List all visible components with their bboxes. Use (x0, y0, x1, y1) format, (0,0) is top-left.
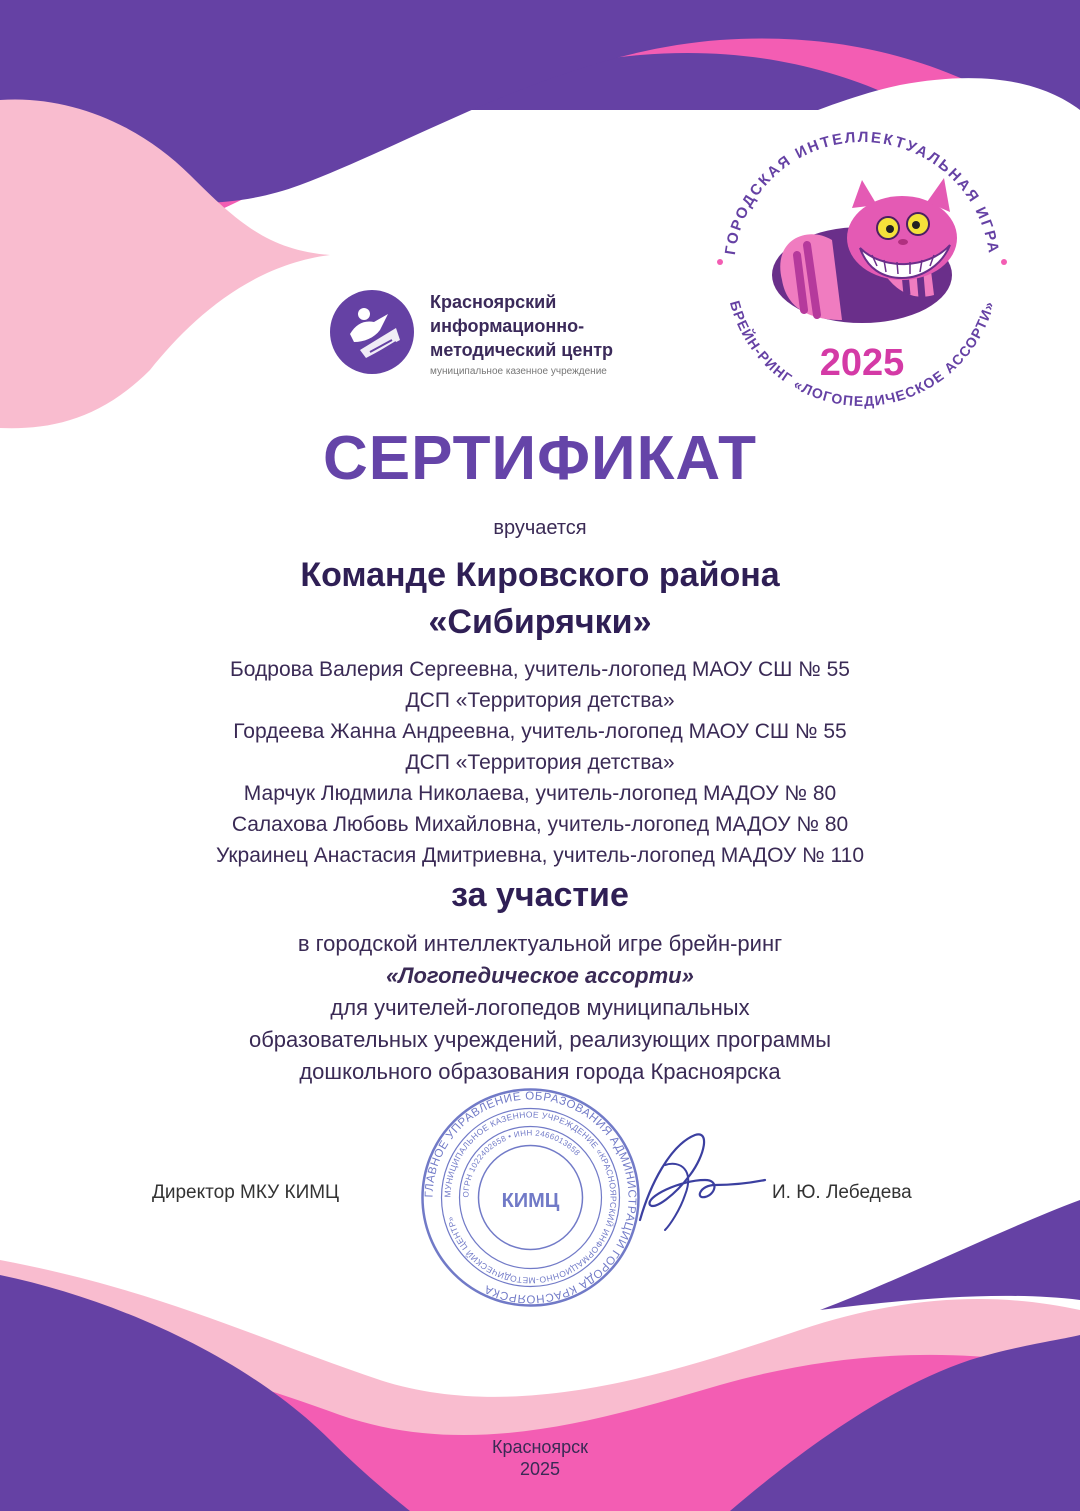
emblem-arc-top: ГОРОДСКАЯ ИНТЕЛЛЕКТУАЛЬНАЯ ИГРА (721, 128, 1003, 257)
kimc-logo (330, 288, 650, 383)
logo-subtitle: муниципальное казенное учреждение (430, 366, 607, 377)
description-line: в городской интеллектуальной игре брейн-ринг (297, 931, 783, 956)
description-line: для учителей-логопедов муниципальных (330, 995, 750, 1020)
footer (0, 1436, 1080, 1480)
cheshire-cat-icon (772, 178, 957, 323)
team-line-2: «Сибирячки» (428, 603, 652, 641)
member-line: Украинец Анастасия Дмитриевна, учитель-логопед МАДОУ № 110 (215, 844, 865, 867)
description (0, 928, 1080, 1088)
footer-year: 2025 (519, 1459, 561, 1479)
emblem-year: 2025 (819, 342, 905, 384)
description-line: дошкольного образования города Красноярска (299, 1059, 781, 1084)
stamp-middle-text: МУНИЦИПАЛЬНОЕ КАЗЕННОЕ УЧРЕЖДЕНИЕ «КРАСНОЯРСКИЙ ИНФОРМАЦИОННО-МЕТОДИЧЕСКИЙ ЦЕНТР» (442, 1109, 619, 1286)
member-line: ДСП «Территория детства» (405, 689, 675, 712)
handwritten-signature (610, 1125, 770, 1235)
team-line-1: Команде Кировского района (300, 556, 780, 594)
member-line: Салахова Любовь Михайловна, учитель-логопед МАДОУ № 80 (231, 813, 849, 836)
signatory-name: И. Ю. Лебедева (772, 1182, 912, 1203)
members-list (0, 654, 1080, 871)
member-line: Марчук Людмила Николаева, учитель-логопед МАДОУ № 80 (243, 782, 837, 805)
member-line: ДСП «Территория детства» (405, 751, 675, 774)
footer-city: Красноярск (491, 1437, 589, 1457)
logo-name-line: Красноярский (430, 292, 557, 312)
stamp-center: КИМЦ (501, 1190, 560, 1212)
stamp-outer-text: ГЛАВНОЕ УПРАВЛЕНИЕ ОБРАЗОВАНИЯ АДМИНИСТРАЦИИ ГОРОДА КРАСНОЯРСКА (423, 1090, 638, 1305)
game-emblem (712, 120, 1012, 420)
stamp-inner-text: ОГРН 1022402658 • ИНН 2466013658 (461, 1128, 582, 1198)
member-line: Гордеева Жанна Андреевна, учитель-логопед МАОУ СШ № 55 (233, 720, 847, 743)
logo-name (430, 290, 613, 362)
member-line: Бодрова Валерия Сергеевна, учитель-логопед МАОУ СШ № 55 (230, 658, 850, 681)
kimc-logo-icon (330, 290, 414, 374)
signatory-title: Директор МКУ КИМЦ (152, 1182, 340, 1203)
awarded-text: вручается (493, 517, 587, 539)
logo-name-line: методический центр (430, 340, 614, 360)
emblem-arc-bottom: БРЕЙН-РИНГ «ЛОГОПЕДИЧЕСКОЕ АССОРТИ» (726, 298, 998, 410)
logo-name-line: информационно- (430, 316, 585, 336)
game-name: «Логопедическое ассорти» (386, 963, 694, 988)
description-line: образовательных учреждений, реализующих программы (248, 1027, 832, 1052)
for-participation: за участие (451, 876, 629, 914)
certificate-title: СЕРТИФИКАТ (323, 424, 757, 493)
